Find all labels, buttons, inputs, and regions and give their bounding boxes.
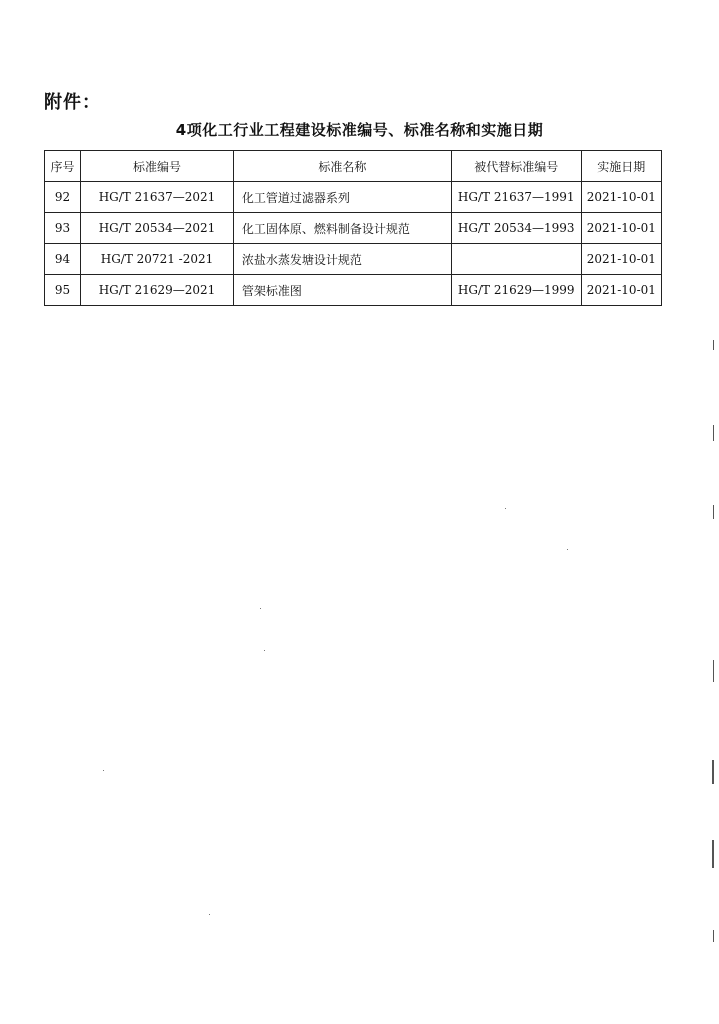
scan-speck	[209, 914, 210, 915]
cell-date: 2021-10-01	[581, 244, 661, 275]
cell-code: HG/T 21637—2021	[81, 182, 234, 213]
cell-seq: 92	[45, 182, 81, 213]
cell-date: 2021-10-01	[581, 182, 661, 213]
cell-name: 浓盐水蒸发塘设计规范	[233, 244, 451, 275]
cell-replaced	[451, 244, 581, 275]
scan-edge-mark	[713, 505, 714, 519]
attachment-label: 附件：	[44, 92, 101, 113]
cell-replaced: HG/T 20534—1993	[451, 213, 581, 244]
table-header-row	[45, 151, 662, 182]
cell-code: HG/T 20721 -2021	[81, 244, 234, 275]
standards-table	[44, 150, 662, 306]
cell-seq: 95	[45, 275, 81, 306]
table-row	[45, 244, 662, 275]
scan-speck	[567, 549, 568, 550]
scan-edge-mark	[712, 840, 714, 868]
scan-speck	[260, 608, 261, 609]
cell-date: 2021-10-01	[581, 275, 661, 306]
cell-date: 2021-10-01	[581, 213, 661, 244]
cell-name: 化工管道过滤器系列	[233, 182, 451, 213]
scan-speck	[103, 770, 104, 771]
header-seq: 序号	[45, 151, 81, 182]
scan-speck	[505, 508, 506, 509]
scan-edge-mark	[712, 760, 714, 784]
table-row	[45, 275, 662, 306]
cell-replaced: HG/T 21637—1991	[451, 182, 581, 213]
cell-code: HG/T 21629—2021	[81, 275, 234, 306]
header-code: 标准编号	[81, 151, 234, 182]
table-row	[45, 182, 662, 213]
scan-edge-mark	[713, 425, 714, 441]
scan-edge-mark	[713, 930, 714, 942]
cell-replaced: HG/T 21629—1999	[451, 275, 581, 306]
scan-speck	[264, 650, 265, 651]
cell-code: HG/T 20534—2021	[81, 213, 234, 244]
header-name: 标准名称	[233, 151, 451, 182]
scan-edge-mark	[713, 660, 714, 682]
table-row	[45, 213, 662, 244]
header-date: 实施日期	[581, 151, 661, 182]
cell-name: 化工固体原、燃料制备设计规范	[233, 213, 451, 244]
document-title: 4项化工行业工程建设标准编号、标准名称和实施日期	[175, 121, 544, 139]
cell-name: 管架标准图	[233, 275, 451, 306]
scan-edge-mark	[713, 340, 714, 350]
header-replaced: 被代替标准编号	[451, 151, 581, 182]
cell-seq: 93	[45, 213, 81, 244]
cell-seq: 94	[45, 244, 81, 275]
